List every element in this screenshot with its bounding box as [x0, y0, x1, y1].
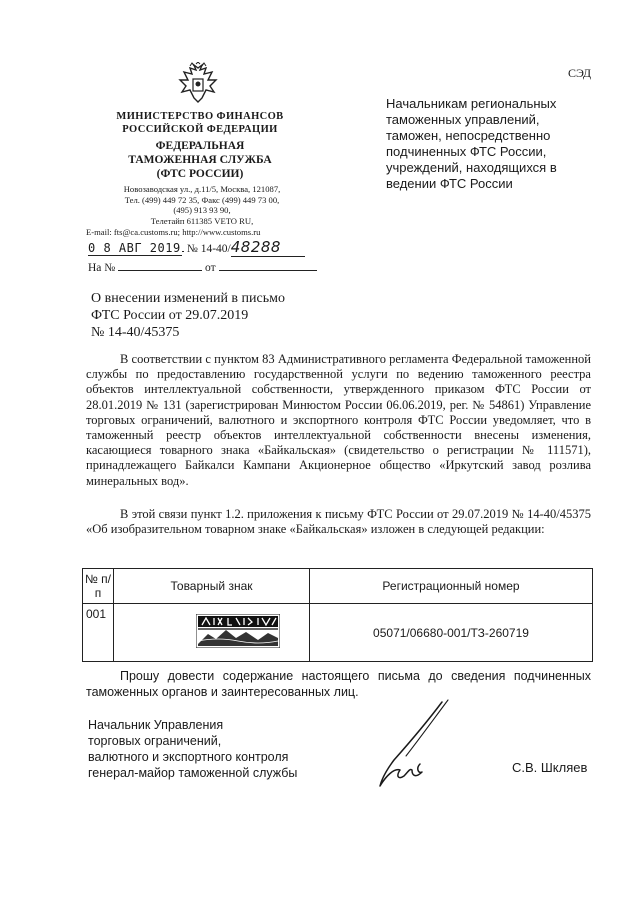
signer-line-2: торговых ограничений,	[88, 734, 222, 748]
from-label: от	[205, 262, 216, 274]
service-line-1: ФЕДЕРАЛЬНАЯ	[155, 140, 245, 152]
sender-address	[88, 184, 316, 226]
header-trademark: Товарный знак	[114, 569, 310, 604]
sed-mark: СЭД	[568, 66, 592, 80]
subject-line-3: № 14-40/45375	[91, 325, 180, 340]
ministry-name	[84, 110, 316, 136]
subject-line-1: О внесении изменений в письмо	[91, 291, 285, 306]
subject-line-2: ФТС России от 29.07.2019	[91, 308, 249, 323]
russian-coat-of-arms-icon	[176, 62, 220, 106]
handwritten-signature	[370, 698, 460, 790]
service-line-3: (ФТС РОССИИ)	[156, 168, 244, 180]
registration-date: 0 8 АВГ 2019	[88, 241, 181, 255]
address-line-2: Тел. (499) 449 72 35, Факс (499) 449 73 00,	[124, 194, 280, 205]
table-header-row	[83, 569, 593, 604]
row-reg-number: 05071/06680-001/ТЗ-260719	[310, 604, 593, 662]
reference-line	[88, 262, 317, 274]
trademark-table	[82, 568, 593, 662]
header-num: № п/п	[83, 569, 114, 604]
addressee-block: Начальникам региональных таможенных управлений, таможен, непосредственно подчиненных ФТС России, учреждений, находящихся в ведении ФТС России	[386, 96, 557, 191]
address-line-1: Новозаводская ул., д.11/5, Москва, 121087,	[123, 184, 281, 194]
header-reg-number: Регистрационный номер	[310, 569, 593, 604]
table-row	[83, 604, 593, 662]
ministry-line-1: МИНИСТЕРСТВО ФИНАНСОВ	[116, 111, 284, 122]
signer-line-1: Начальник Управления	[88, 718, 224, 732]
paragraph-2: В этой связи пункт 1.2. приложения к письму ФТС России от 29.07.2019 № 14-40/45375 «Об изобразительном товарном знаке «Байкальская» изложен в следующей редакции:	[86, 507, 591, 537]
row-num: 001	[83, 604, 114, 662]
signer-line-3: валютного и экспортного контроля	[88, 750, 289, 764]
service-line-2: ТАМОЖЕННАЯ СЛУЖБА	[128, 154, 272, 166]
address-line-3: (495) 913 93 90,	[173, 205, 231, 216]
signer-name: С.В. Шкляев	[512, 760, 588, 775]
na-label: На №	[88, 262, 116, 274]
registration-line	[88, 238, 305, 257]
signer-line-4: генерал-майор таможенной службы	[88, 766, 298, 780]
email-line: E-mail: fts@ca.customs.ru; http://www.customs.ru	[86, 227, 261, 237]
baikalskaya-trademark-logo	[196, 614, 280, 648]
signer-position	[88, 717, 297, 781]
ministry-line-2: РОССИЙСКОЙ ФЕДЕРАЦИИ	[122, 124, 278, 135]
paragraph-1: В соответствии с пунктом 83 Административного регламента Федеральной таможенной службы по предоставлению государственной услуги по ведению таможенного реестра объектов интеллектуальной собственности, утвержденного приказом ФТС России от 28.01.2019 № 131 (зарегистрирован Минюстом России 06.06.2019, рег. № 54861) Управление торговых ограничений, валютного и экспортного контроля ФТС России уведомляет, что в таможенный реестр объектов интеллектуальной собственности внесены изменения, касающиеся товарного знака «Байкальская» (свидетельство о регистрации № 111571), принадлежащего Байкалси Кампани Акционерное общество «Иркутский завод розлива минеральных вод».	[86, 352, 591, 488]
address-line-4: Телетайп 611385 VETO RU,	[150, 215, 254, 226]
registration-number-label: № 14-40/	[186, 243, 231, 255]
registration-number-handwritten: 48288	[231, 238, 305, 257]
subject-block	[91, 290, 351, 341]
service-name	[84, 139, 316, 181]
closing-paragraph: Прошу довести содержание настоящего письма до сведения подчиненных таможенных органов и заинтересованных лиц.	[86, 669, 591, 699]
